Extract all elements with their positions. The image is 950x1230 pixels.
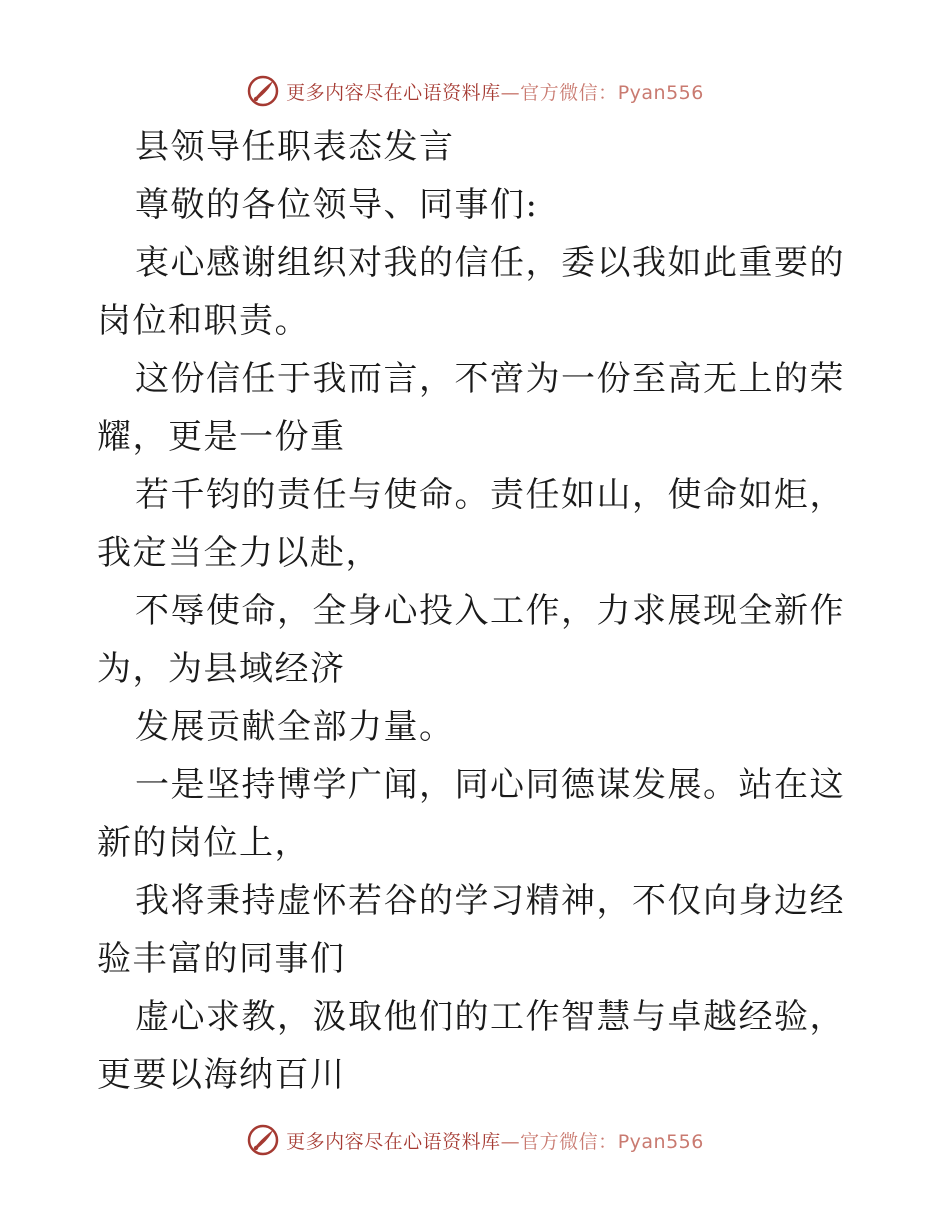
header-banner [246, 74, 704, 108]
document-title: 县领导任职表态发言 [135, 127, 455, 167]
page-header [0, 71, 950, 111]
paragraph: 衷心感谢组织对我的信任，委以我如此重要的岗位和职责。 [97, 243, 845, 341]
banner-main-text: 更多内容尽在心语资料库 [286, 1130, 501, 1153]
paragraph: 发展贡献全部力量。 [135, 707, 455, 747]
footer-banner [246, 1123, 704, 1157]
quill-ink-logo-icon [246, 1123, 280, 1157]
paragraph: 虚心求教，汲取他们的工作智慧与卓越经验，更要以海纳百川 [97, 997, 845, 1095]
banner-wechat-label: 官方微信： [520, 1130, 618, 1153]
quill-ink-logo-icon [246, 74, 280, 108]
paragraph: 若千钧的责任与使命。责任如山，使命如炬，我定当全力以赴， [97, 475, 845, 573]
document-body [97, 118, 857, 1104]
banner-main-text: 更多内容尽在心语资料库 [286, 81, 501, 104]
paragraph: 我将秉持虚怀若谷的学习精神，不仅向身边经验丰富的同事们 [97, 881, 845, 979]
page-footer [0, 1120, 950, 1160]
banner-wechat-label: 官方微信： [520, 81, 618, 104]
paragraph: 这份信任于我而言，不啻为一份至高无上的荣耀，更是一份重 [97, 359, 845, 457]
banner-wechat-id: Pyan556 [617, 81, 704, 104]
paragraph: 一是坚持博学广闻，同心同德谋发展。站在这新的岗位上， [97, 765, 845, 863]
paragraph: 不辱使命，全身心投入工作，力求展现全新作为，为县域经济 [97, 591, 845, 689]
banner-dash: — [500, 81, 521, 104]
banner-wechat-id: Pyan556 [617, 1130, 704, 1153]
banner-dash: — [500, 1130, 521, 1153]
paragraph: 尊敬的各位领导、同事们: [135, 185, 539, 225]
